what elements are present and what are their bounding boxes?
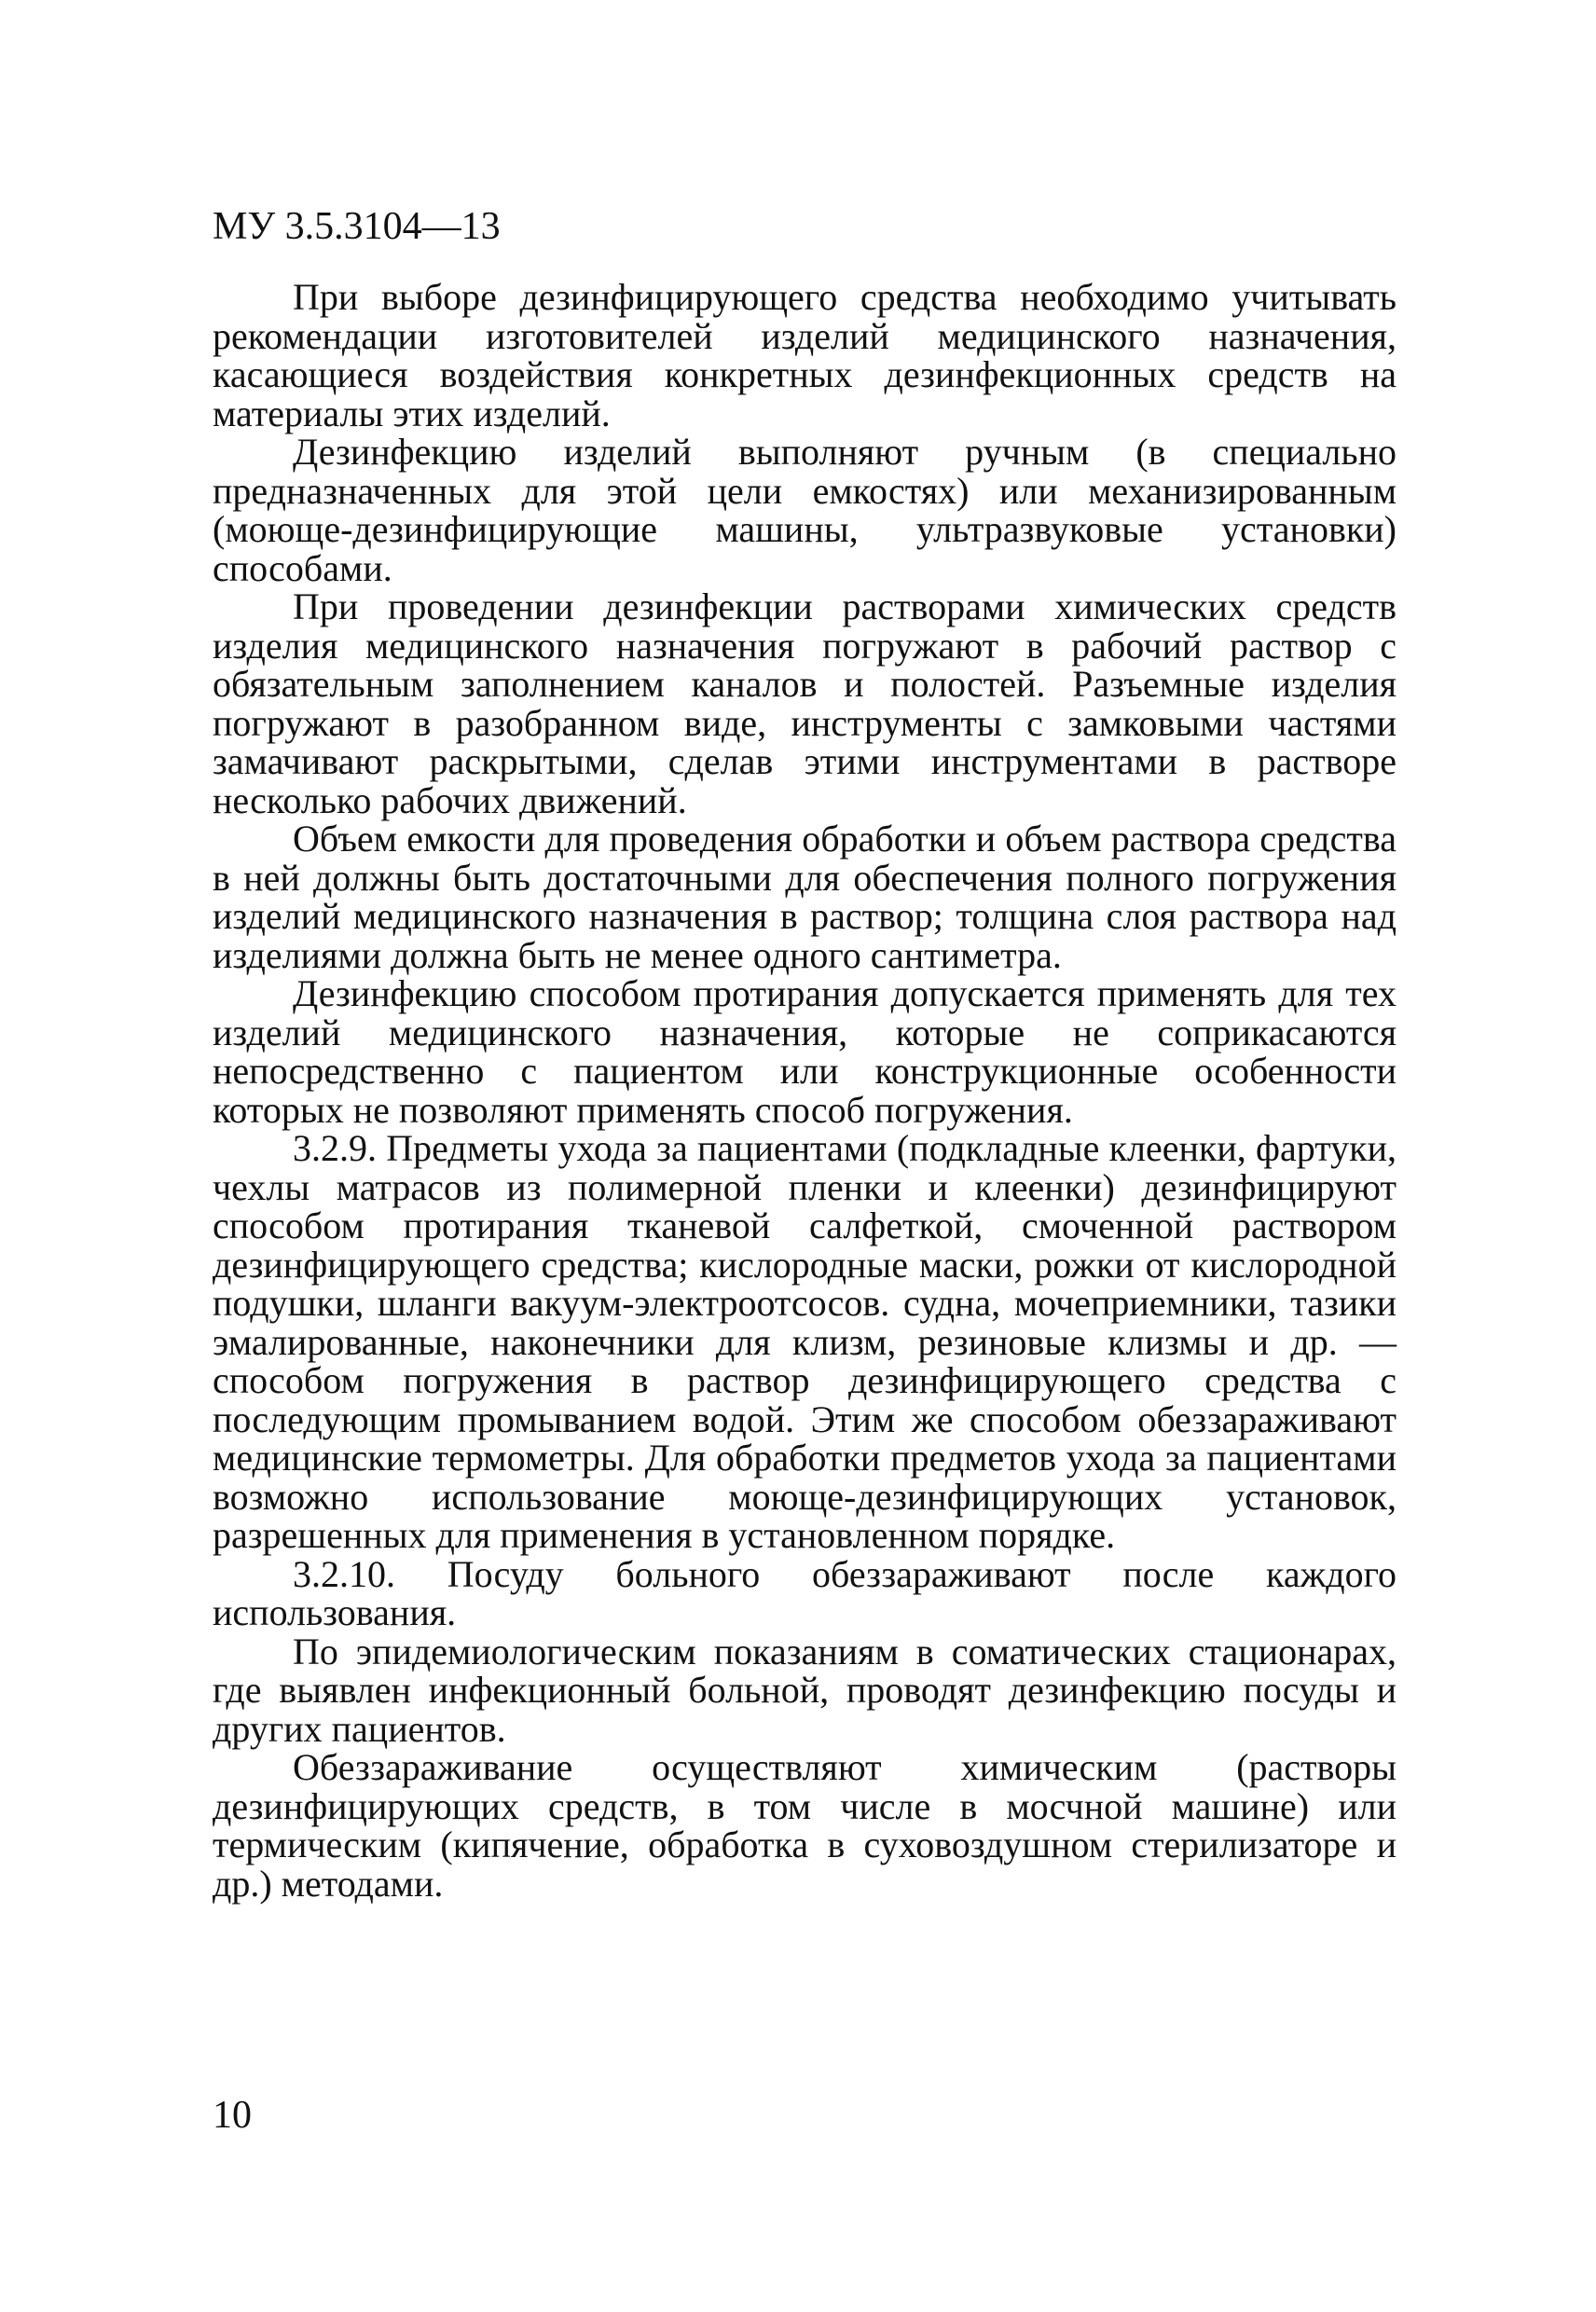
paragraph-disinfection-methods: Дезинфекцию изделий выполняют ручным (в специально предназначенных для этой цели емкостях) или механизированным (моюще-дезинфицирующие машины, ультразвуковые установки) способами. <box>213 431 1396 589</box>
paragraph-container-volume: Объем емкости для проведения обработки и объем раствора средства в ней должны быть достаточными для обеспечения полного погружения изделий медицинского назначения в раствор; толщина слоя раствора над изделиями должна быть не менее одного сантиметра. <box>213 818 1396 976</box>
paragraph-disinfectant-selection: При выборе дезинфицирующего средства необходимо учитывать рекомендации изготовителей изделий медицинского назначения, касающиеся воздействия конкретных дезинфекционных средств на материалы этих изделий. <box>213 276 1396 434</box>
page-number: 10 <box>213 2094 252 2137</box>
document-header: МУ 3.5.3104—13 <box>213 205 501 248</box>
paragraph-wiping-method: Дезинфекцию способом протирания допускается применять для тех изделий медицинского назначения, которые не соприкасаются непосредственно с пациентом или конструкционные особенности которых не позволяют применять способ погружения. <box>213 972 1396 1131</box>
paragraph-decontamination-methods: Обеззараживание осуществляют химическим (растворы дезинфицирующих средств, в том числе в мосчной машине) или термическим (кипячение, обработка в суховоздушном стерилизаторе и др.) методами. <box>213 1746 1396 1905</box>
document-body <box>213 278 1396 1903</box>
paragraph-chemical-solutions: При проведении дезинфекции растворами химических средств изделия медицинского назначения погружают в рабочий раствор с обязательным заполнением каналов и полостей. Разъемные изделия погружают в разобранном виде, инструменты с замковыми частями замачивают раскрытыми, сделав этими инструментами в растворе несколько рабочих движений. <box>213 585 1396 821</box>
paragraph-epidemiological-indications: По эпидемиологическим показаниям в соматических стационарах, где выявлен инфекционный больной, проводят дезинфекцию посуды и других пациентов. <box>213 1630 1396 1750</box>
paragraph-3-2-10: 3.2.10. Посуду больного обеззараживают после каждого использования. <box>213 1552 1396 1633</box>
paragraph-3-2-9: 3.2.9. Предметы ухода за пациентами (подкладные клеенки, фартуки, чехлы матрасов из полимерной пленки и клеенки) дезинфицируют способом протирания тканевой салфеткой, смоченной раствором дезинфицирующего средства; кислородные маски, рожки от кислородной подушки, шланги вакуум-электроотсосов. судна, мочеприемники, тазики эмалированные, наконечники для клизм, резиновые клизмы и др. — способом погружения в раствор дезинфицирующего средства с последующим промыванием водой. Этим же способом обеззараживают медицинские термометры. Для обработки предметов ухода за пациентами возможно использование моюще-дезинфицирующих установок, разрешенных для применения в установленном порядке. <box>213 1127 1396 1556</box>
